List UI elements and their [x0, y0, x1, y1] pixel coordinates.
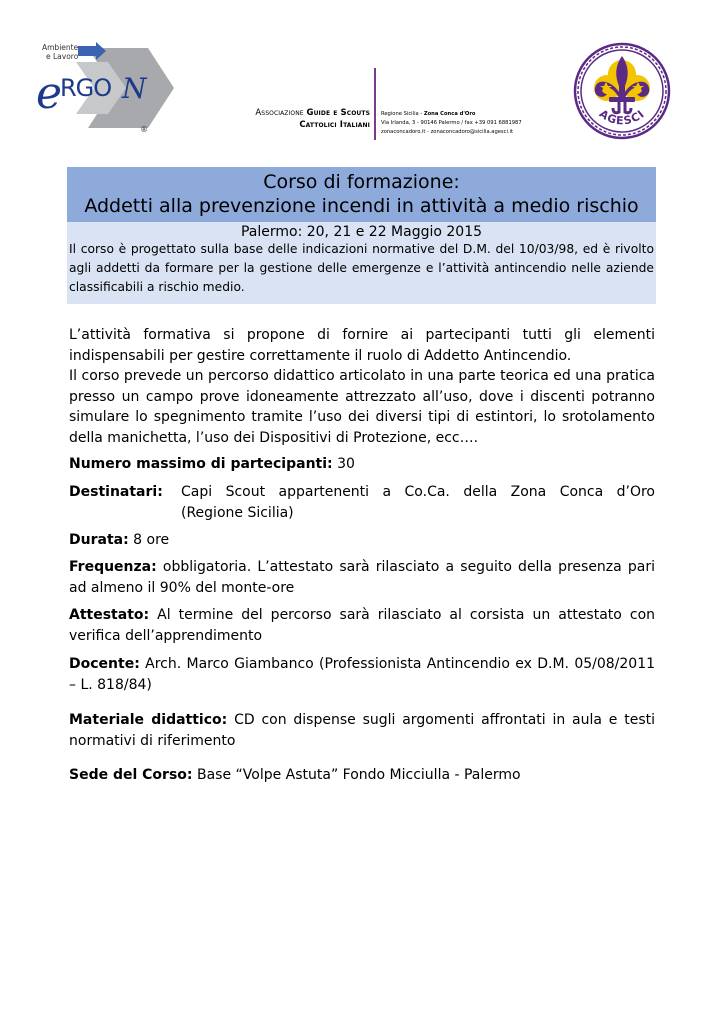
agesci-text: AGESCI [596, 107, 648, 128]
title-band [67, 167, 656, 222]
recipients-value-line2: (Regione Sicilia) [181, 504, 294, 521]
ergon-logo [36, 40, 176, 136]
assoc-line2: Cattolici Italiani [299, 120, 370, 130]
region-line1-bold: Zona Conca d'Oro [423, 111, 476, 117]
region-web: zonaconcadoro.it - zonaconcadoro@sicilia.agesci.it [381, 129, 514, 135]
certificate-label: Attestato: [69, 607, 150, 623]
field-recipients [69, 482, 655, 523]
body-paragraph-1 [69, 325, 655, 448]
recipients-label: Destinatari: [69, 484, 163, 500]
course-date: Palermo: 20, 21 e 22 Maggio 2015 [240, 224, 483, 240]
course-title-line2: Addetti alla prevenzione incendi in attività a medio rischio [84, 195, 639, 217]
region-info [381, 110, 541, 137]
field-attendance [69, 557, 655, 598]
ergon-tagline-1: Ambiente [42, 43, 79, 52]
venue-value: Base “Volpe Astuta” Fondo Micciulla - Palermo [196, 767, 521, 783]
teacher-value: Arch. Marco Giambanco (Professionista Antincendio ex D.M. 05/08/2011 – L. 818/84) [69, 656, 656, 693]
header-divider [374, 68, 376, 140]
assoc-line1-bold: Guide e Scouts [306, 108, 370, 118]
materials-label: Materiale didattico: [69, 712, 228, 728]
svg-text:e: e [36, 68, 63, 119]
max-participants-label: Numero massimo di partecipanti: [69, 456, 333, 472]
attendance-value: obbligatoria. L’attestato sarà rilasciato a seguito della presenza pari ad almeno il 90% del monte-ore [69, 559, 656, 596]
field-materials [69, 710, 655, 751]
body-para1-text: L’attività formativa si propone di fornire ai partecipanti tutti gli elementi indispensabili per gestire correttamente il ruolo di Addetto Antincendio. [69, 327, 655, 364]
ergon-tagline-2: e Lavoro [46, 52, 79, 61]
course-intro: Il corso è progettato sulla base delle indicazioni normative del D.M. del 10/03/98, ed è rivolto agli addetti da formare per la gestione delle emergenze e l’attività antincendio nelle aziende classificabili a rischio medio. [69, 242, 654, 294]
association-name [238, 107, 370, 131]
recipients-value-line1: Capi Scout appartenenti a Co.Ca. della Zona Conca d’Oro [181, 484, 655, 500]
field-max-participants [69, 454, 655, 475]
attendance-label: Frequenza: [69, 559, 157, 575]
svg-text:RGO: RGO [60, 74, 112, 102]
venue-label: Sede del Corso: [69, 767, 193, 783]
field-certificate [69, 605, 655, 646]
duration-label: Durata: [69, 532, 129, 548]
agesci-logo [573, 42, 671, 140]
region-line1-pre: Regione Sicilia - [381, 111, 424, 117]
info-band [67, 222, 656, 304]
course-title-line1: Corso di formazione: [263, 171, 460, 193]
materials-value: CD con dispense sugli argomenti affrontati in aula e testi normativi di riferimento [69, 712, 656, 749]
field-duration [69, 530, 655, 551]
registered-mark: ® [140, 125, 148, 134]
svg-text:N: N [122, 72, 147, 105]
certificate-value: Al termine del percorso sarà rilasciato al corsista un attestato con verifica dell’apprendimento [69, 607, 656, 644]
region-address: Via Irlanda, 3 - 90146 Palermo / fax +39 091 6881987 [381, 120, 522, 126]
field-venue [69, 765, 655, 786]
body-para2-text: Il corso prevede un percorso didattico articolato in una parte teorica ed una pratica presso un campo prove idoneamente attrezzato all’uso, dove i discenti potranno simulare lo spegnimento tramite l’uso dei diversi tipi di estintori, lo srotolamento della manichetta, l’uso dei Dispositivi di Protezione, ecc…. [69, 368, 655, 446]
teacher-label: Docente: [69, 656, 140, 672]
duration-value: 8 ore [133, 532, 170, 548]
max-participants-value: 30 [337, 456, 355, 472]
assoc-line1-pre: Associazione [255, 108, 307, 118]
field-teacher [69, 654, 655, 695]
